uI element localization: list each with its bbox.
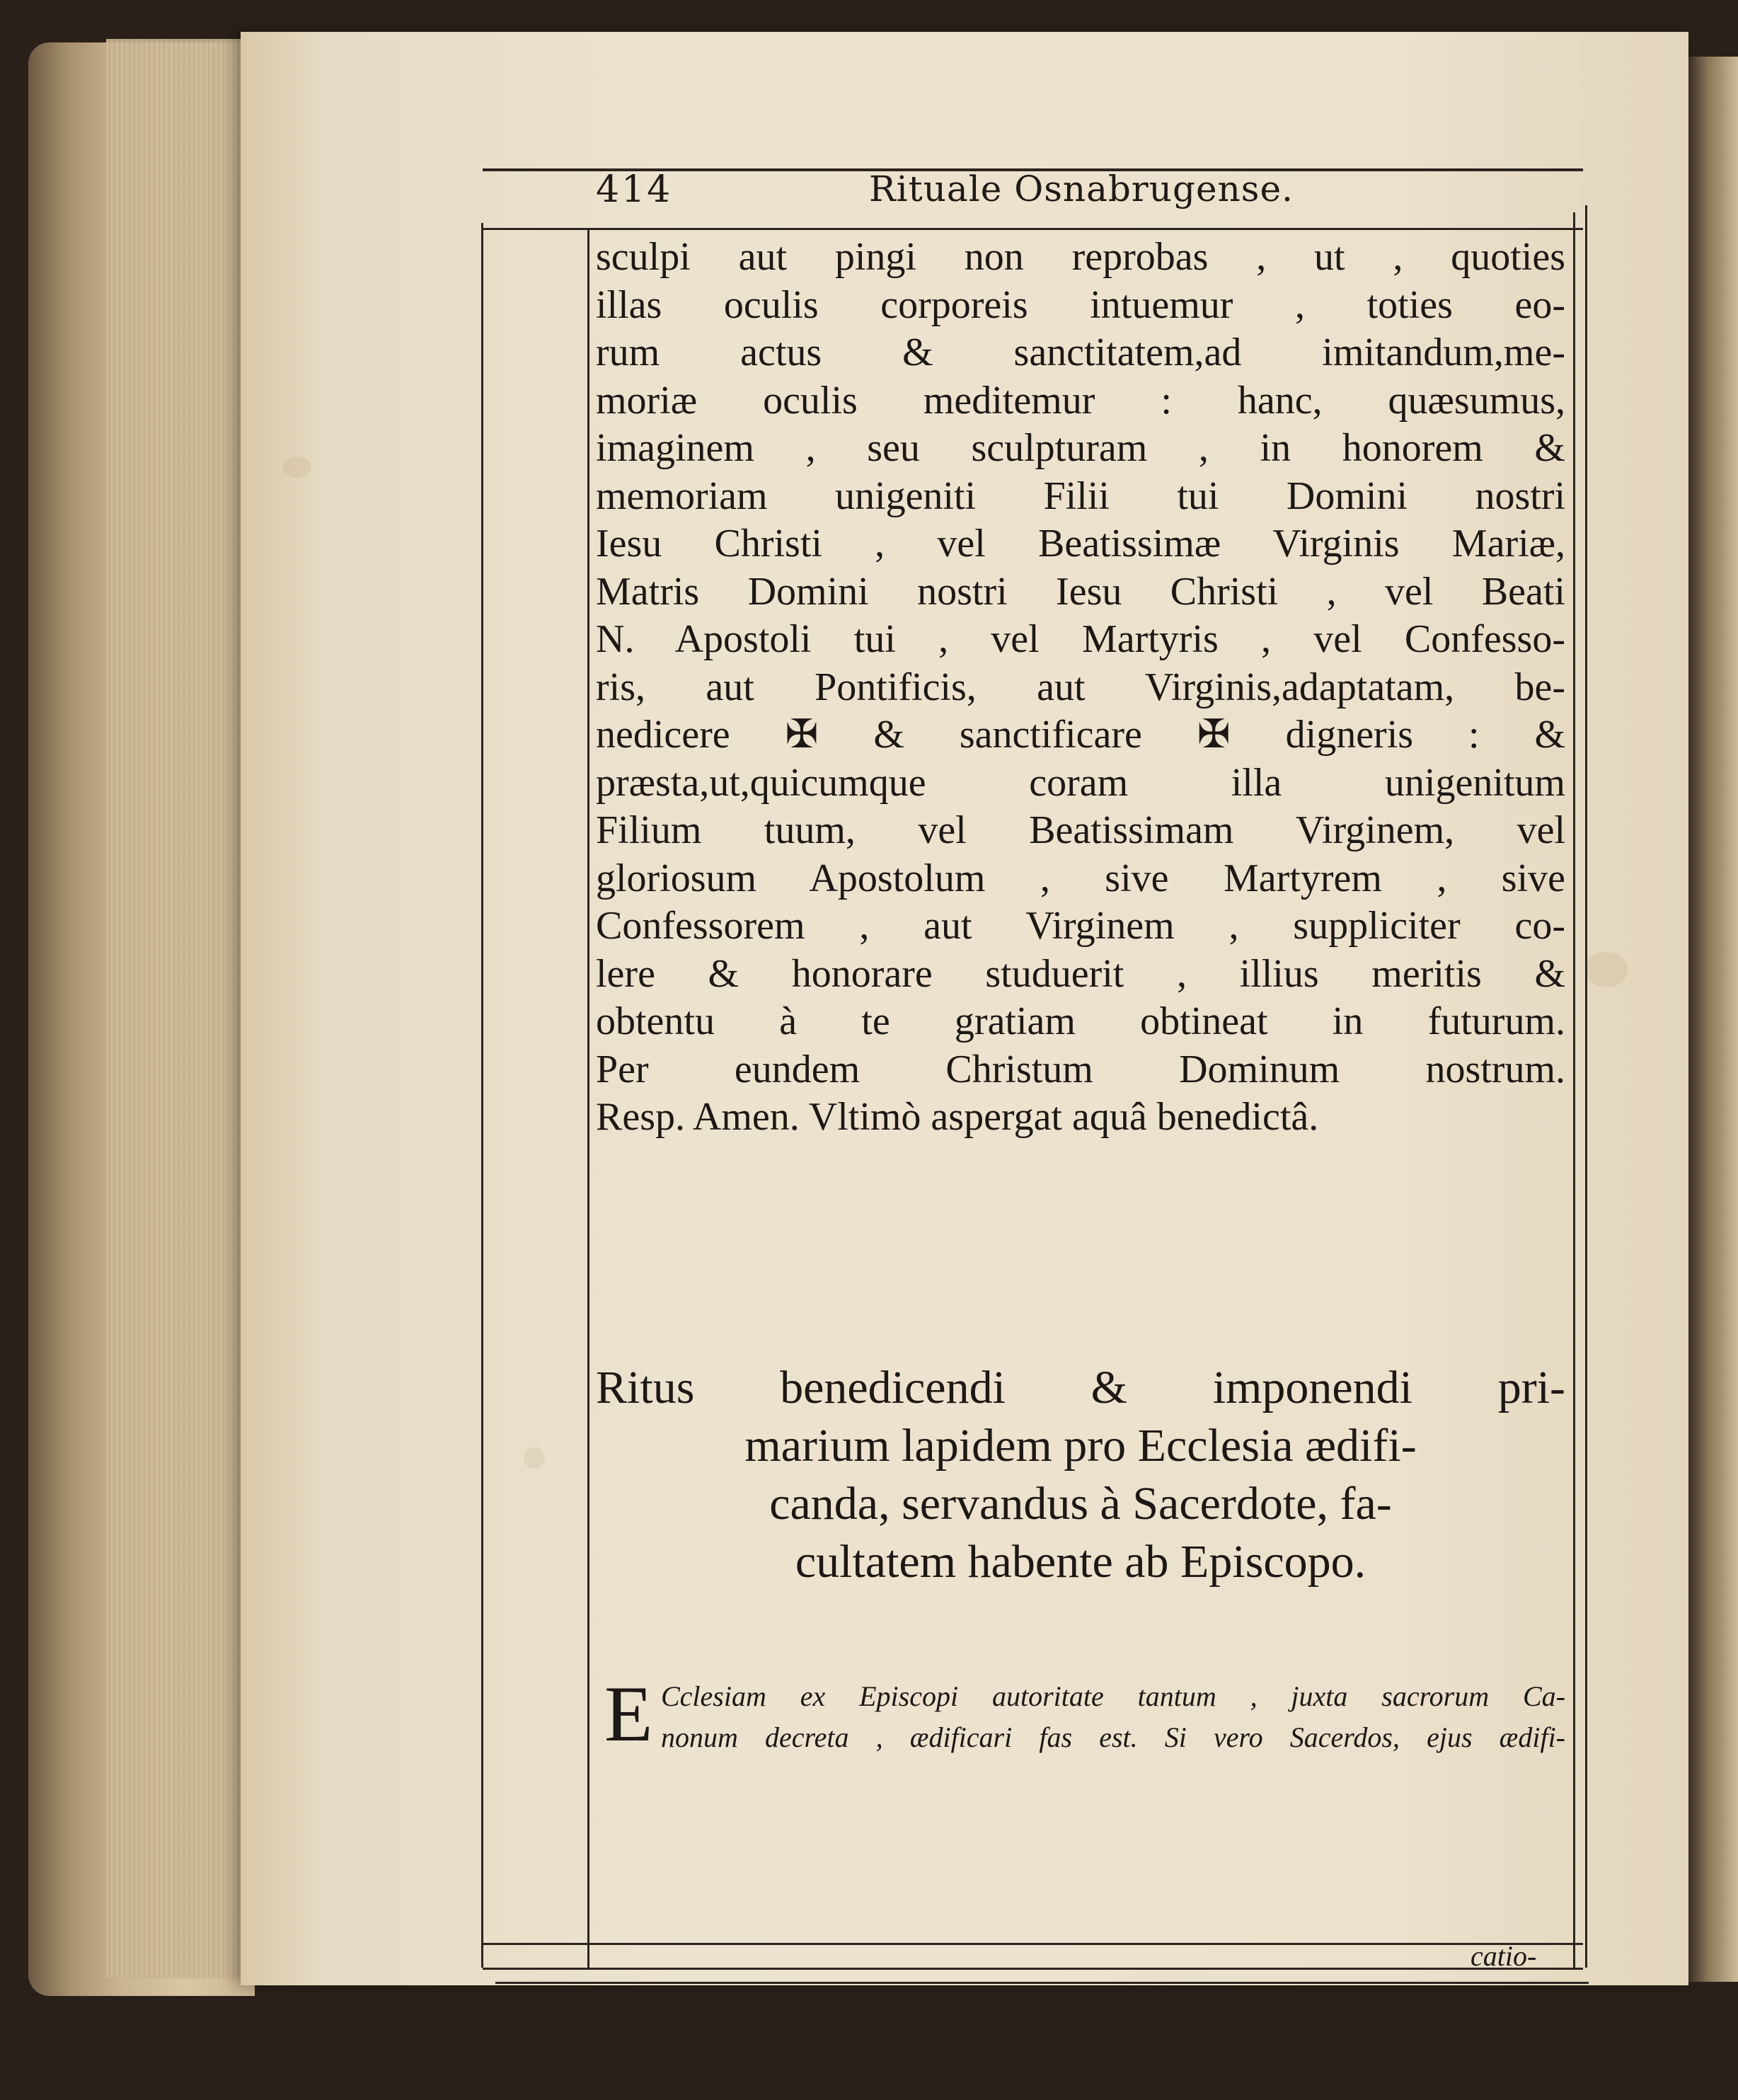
text-line: imaginem , seu sculpturam , in honorem & (596, 426, 1565, 470)
text-line: Filium tuum, vel Beatissimam Virginem, vel (596, 808, 1565, 852)
text-line: Iesu Christi , vel Beatissimæ Virginis Mariæ, (596, 522, 1565, 566)
rubric-line: nonum decreta , ædificari fas est. Si vero Sacerdos, ejus ædifi- (661, 1721, 1565, 1753)
text-line: ris, aut Pontificis, aut Virginis,adaptatam, be- (596, 665, 1565, 709)
text-line: gloriosum Apostolum , sive Martyrem , sive (596, 856, 1565, 900)
facing-page-edge (1688, 57, 1738, 1982)
text-line: obtentu à te gratiam obtineat in futurum. (596, 999, 1565, 1043)
running-head (596, 168, 1587, 232)
text-line: nedicere ✠ & sanctificare ✠ digneris : & (596, 713, 1565, 757)
text-line: N. Apostoli tui , vel Martyris , vel Confesso- (596, 617, 1565, 661)
inner-left-rule (587, 228, 589, 1968)
footer-rule (483, 1943, 1583, 1945)
text-line: Per eundem Christum Dominum nostrum. (596, 1047, 1565, 1091)
heading-line: marium lapidem pro Ecclesia ædifi- (744, 1420, 1417, 1471)
text-line: illas oculis corporeis intuemur , toties eo- (596, 282, 1565, 327)
text-line: sculpi aut pingi non reprobas , ut , quoties (596, 235, 1565, 279)
text-line: rum actus & sanctitatem,ad imitandum,me- (596, 331, 1565, 374)
body-text (596, 234, 1565, 1142)
text-line: lere & honorare studuerit , illius meritis & (596, 951, 1565, 996)
text-line: memoriam unigeniti Filii tui Domini nostri (596, 474, 1565, 518)
text-line: moriæ oculis meditemur : hanc, quæsumus, (596, 378, 1565, 423)
running-title: Rituale Osnabrugense. (869, 168, 1294, 210)
footer-rule-2 (495, 1982, 1589, 1984)
bottom-rule (483, 1968, 1583, 1970)
drop-cap: E (604, 1670, 653, 1758)
inner-right-rule (1573, 212, 1575, 1968)
page-stack (106, 39, 255, 1978)
text-line: Resp. Amen. Vltimò aspergat aquâ benedictâ. (596, 1095, 1319, 1139)
heading-line: Ritus benedicendi & imponendi pri- (596, 1362, 1565, 1413)
rubric-paragraph (596, 1670, 1565, 1761)
catchword: catio- (1471, 1940, 1537, 1972)
outer-left-rule (481, 223, 483, 1968)
page-number: 414 (596, 168, 673, 211)
heading-line: canda, servandus à Sacerdote, fa- (769, 1478, 1392, 1530)
rubric-line: Cclesiam ex Episcopi autoritate tantum , juxta sacrorum Ca- (661, 1680, 1565, 1712)
text-line: Matris Domini nostri Iesu Christi , vel Beati (596, 569, 1565, 614)
section-heading (596, 1359, 1565, 1591)
text-line: præsta,ut,quicumque coram illa unigenitum (596, 760, 1565, 805)
heading-line: cultatem habente ab Episcopo. (795, 1536, 1366, 1588)
text-line: Confessorem , aut Virginem , suppliciter co- (596, 904, 1565, 948)
outer-right-rule (1585, 205, 1587, 1968)
